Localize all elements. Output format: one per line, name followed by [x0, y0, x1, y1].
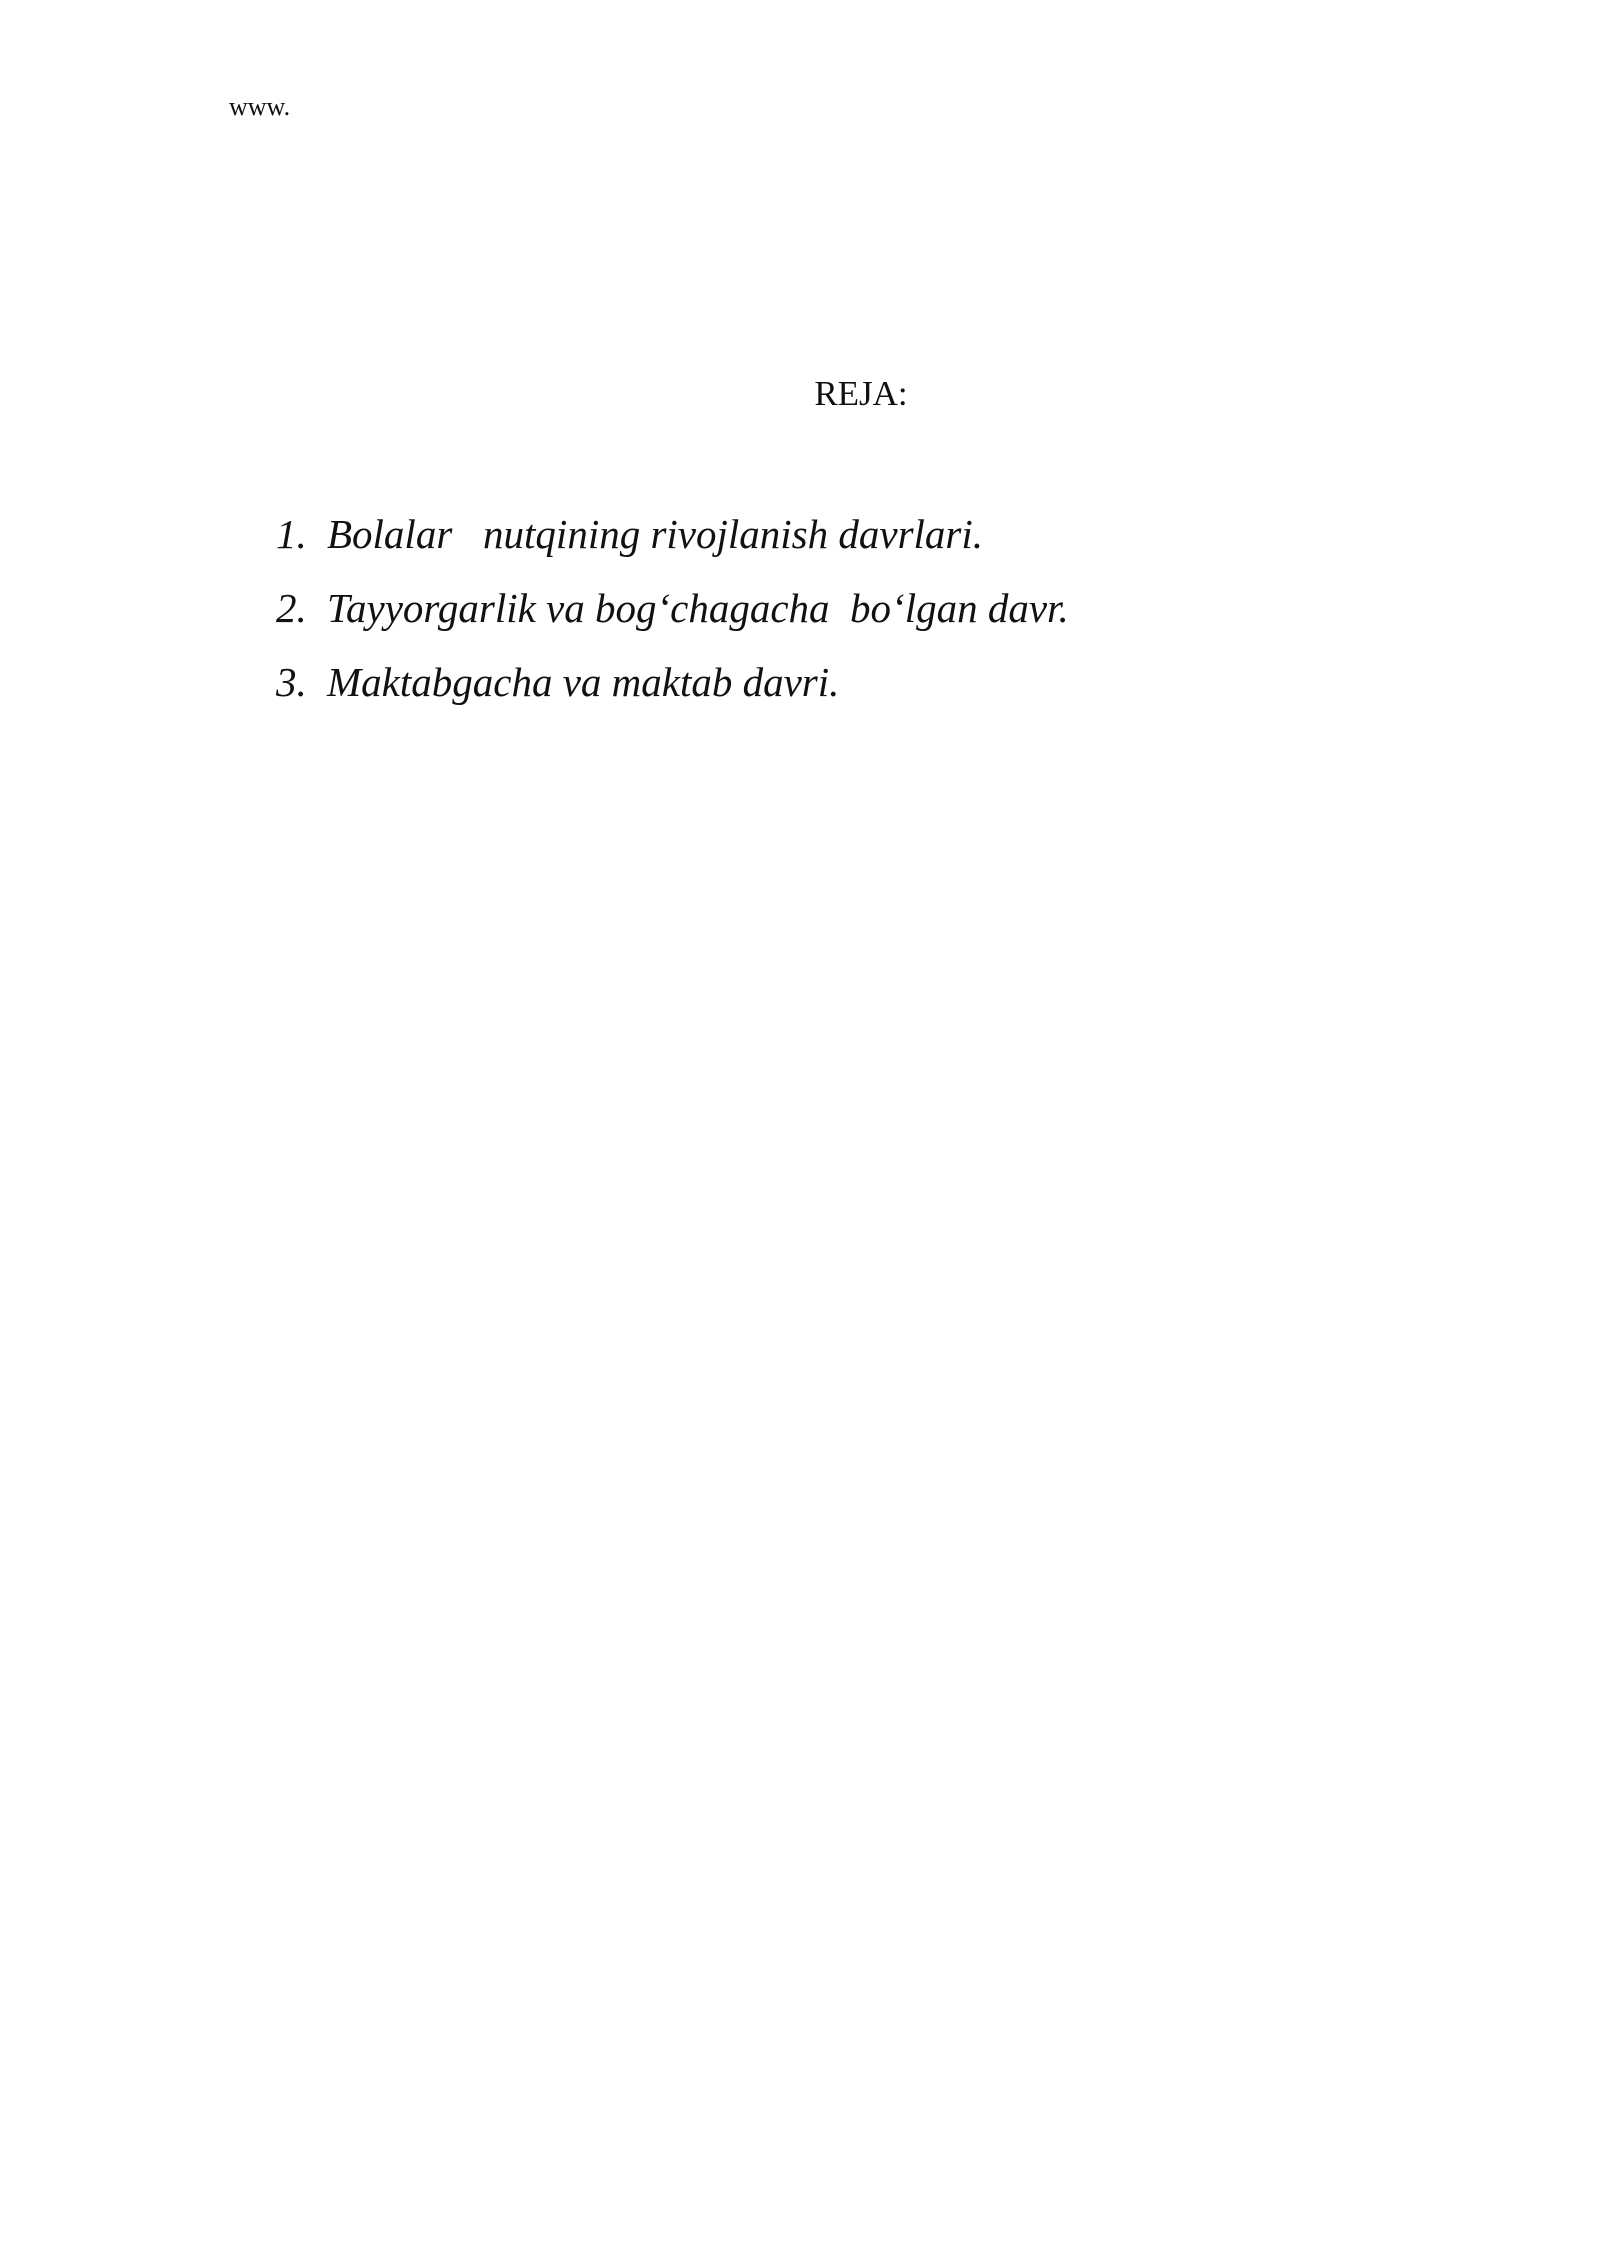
plan-item — [276, 584, 1069, 658]
plan-item-text: Tayyorgarlik va bog‘chagacha bo‘lgan davr. — [327, 585, 1069, 631]
plan-item-number: 3. — [276, 659, 307, 705]
plan-item-text: Bolalar nutqining rivojlanish davrlari. — [327, 511, 984, 557]
header-url-text: www. — [229, 92, 291, 121]
plan-item — [276, 510, 1069, 584]
plan-item-text: Maktabgacha va maktab davri. — [327, 659, 840, 705]
page-title: REJA: — [814, 374, 908, 413]
plan-item-number: 1. — [276, 511, 307, 557]
plan-item-number: 2. — [276, 585, 307, 631]
plan-list — [276, 510, 1069, 732]
plan-item — [276, 658, 1069, 732]
